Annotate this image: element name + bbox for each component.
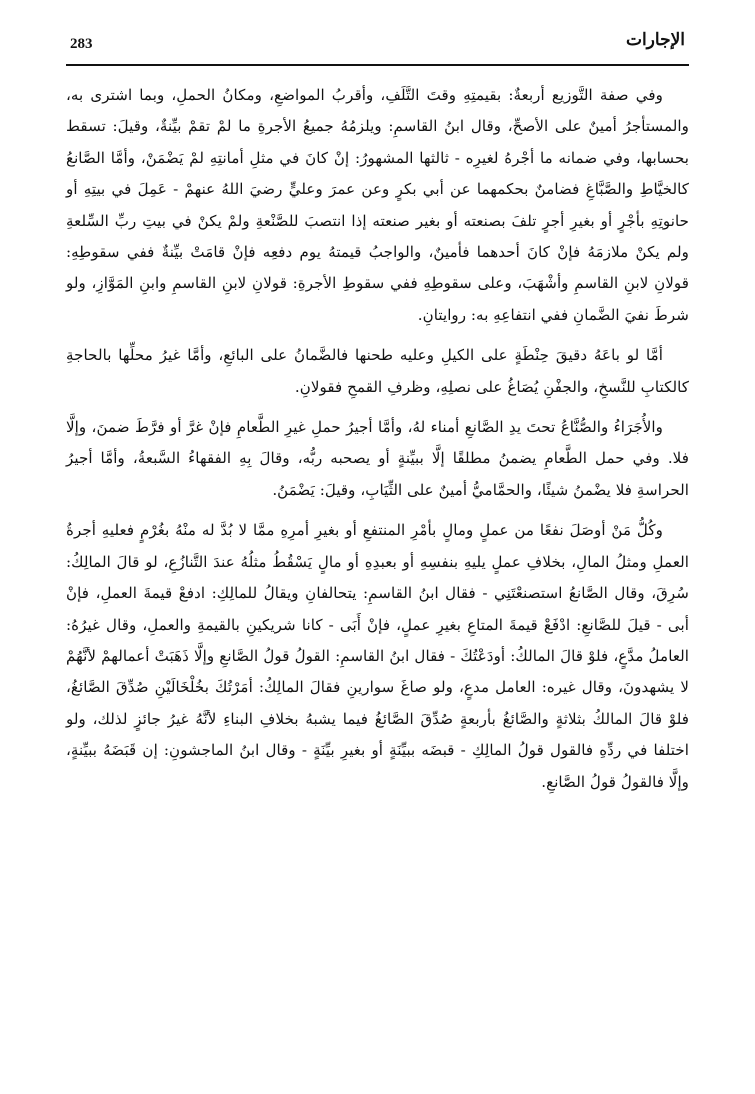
page-header xyxy=(70,26,685,60)
paragraph: والأُجَرَاءُ والصُّنَّاعُ تحتَ يدِ الصَّانعِ أمناء لهُ، وأمَّا أجيرُ حملِ غيرِ الطَّعامِ فإنْ غرَّ أو فرَّطَ ضمنَ، وإلَّا فلا. وفي حمل الطَّعامِ يضمنُ مطلقًا إلَّا ببيِّنةٍ أو يصحبه ربُّه، وقالَ بِهِ الفقهاءُ السَّبعةُ، وأمَّا أجيرُ الحراسةِ فلا يضْمنُ شيئًا، والحمَّاميُّ أمينٌ على الثِّيَابِ، وقيلَ: يَضْمَنُ. xyxy=(66,418,689,499)
paragraph: أمَّا لو باعَهُ دقيقَ حِنْطَةٍ على الكيلِ وعليه طحنها فالضَّمانُ على البائعِ، وأمَّا غيرُ محلِّها بالحاجةِ كالكتابِ للنَّسخِ، والجفْنِ يُصَاغُ على نصلِهِ، وظرفِ القمحِ فقولانِ. xyxy=(66,346,689,396)
paragraph: وفي صفة التَّوزيع أربعةٌ: بقيمتِهِ وقتَ التَّلَفِ، وأقربُ المواضعِ، ومكانُ الحملِ، وبما اشترى به، والمستأجرُ أمينٌ على الأصحِّ، وقال ابنُ القاسمِ: ويلزمُهُ جميعُ الأجرةِ ما لمْ تقمْ بيِّنةٌ، وقيلَ: تسقط بحسابها، وفي ضمانه ما أجْرهُ لغيرِه - ثالثها المشهورُ: إنْ كانَ في مثلِ أمانتِهِ لمْ يَضْمَنْ، وأمَّا الصَّانعُ كالخيَّاطِ والصَّبَّاغِ فضامنٌ بحكمهما عن أبي بكرٍ وعن عمرَ وعليٍّ رضيَ اللهُ عنهمْ - عَمِلَ في بيتِهِ أو حانوتِهِ بأجْرٍ أو بغيرِ أجرٍ تلفَ بصنعته أو بغير صنعته إذا انتصبَ للصَّنْعةِ ولمْ يكنْ في بيتِ ربِّ السِّلعةِ ولم يكنْ ملازمَهُ فإنْ كانَ أحدهما فأمينٌ، والواجبُ قيمتهُ يوم دفعِه فإنْ قامَتْ بيِّنةٌ ففي سقوطِهِ: قولانِ لابنِ القاسمِ وأشْهَبَ، وعلى سقوطِهِ ففي سقوطِ الأجرةِ: قولانِ لابنِ القاسمِ وابنِ المَوَّازِ، ولو شرطَ نفيَ الضَّمانِ ففي انتفاعِهِ به: روايتانِ. xyxy=(66,86,689,324)
running-title: الإجارات xyxy=(625,30,685,50)
page-number: 283 xyxy=(70,36,93,52)
header-divider xyxy=(66,64,689,66)
page-body xyxy=(66,80,689,974)
paragraph: وكُلُّ مَنْ أوصَلَ نفعًا من عملٍ ومالٍ بأمْرِ المنتفعِ أو بغيرِ أمرِهِ ممَّا لا بُدَّ له منْهُ بغُرْمٍ فعليهِ أجرةُ العملِ ومثلُ المالِ، بخلافِ عملٍ يليهِ بنفسِهِ أو بعبدِهِ أو مالٍ يَسْقُطُ مثلُهُ عندَ التَّنازُعِ، لو قالَ المالِكُ: سُرِقَ، وقال الصَّانعُ استصنعْتَنِي - فقال ابنُ القاسمِ: يتحالفانِ ويقالُ للمالِكِ: ادفعْ قيمةَ العملِ، فإنْ أبى - قيلَ للصَّانعِ: ادْفَعْ قيمةَ المتاعِ بغيرِ عملٍ، فإنْ أَبَى - كانا شريكينِ بالقيمةِ والعملِ، وقال غيرُهُ: العاملُ مدَّعٍ، فلوْ قالَ المالكُ: أودَعْتُكَ - فقال ابنُ القاسمِ: القولُ قولُ الصَّانعِ وإلَّا ذَهَبَتْ أعمالهمْ لأنَّهُمْ لا يشهدونَ، وقال غيره: العامل مدعٍ، ولو صاغَ سوارينِ فقالَ المالِكُ: أمَرْتُكَ بخُلْخَالَيْنِ صُدِّقَ الصَّائغُ، فلوْ قالَ المالكُ بثلاثةٍ والصَّائغُ بأربعةٍ صُدِّقَ الصَّائغُ فيما يشبهُ بخلافِ البناءِ لأنَّهُ غيرُ جائزٍ لذلك، ولو اختلفا في ردِّهِ فالقول قولُ المالِكِ - قبضَه ببيِّنَةٍ أو بغيرِ بيِّنَةٍ - وقال ابنُ الماجشونِ: إن قَبَضَهُ ببيِّنةٍ، وإلَّا فالقولُ قولُ الصَّانعِ. xyxy=(66,521,689,791)
